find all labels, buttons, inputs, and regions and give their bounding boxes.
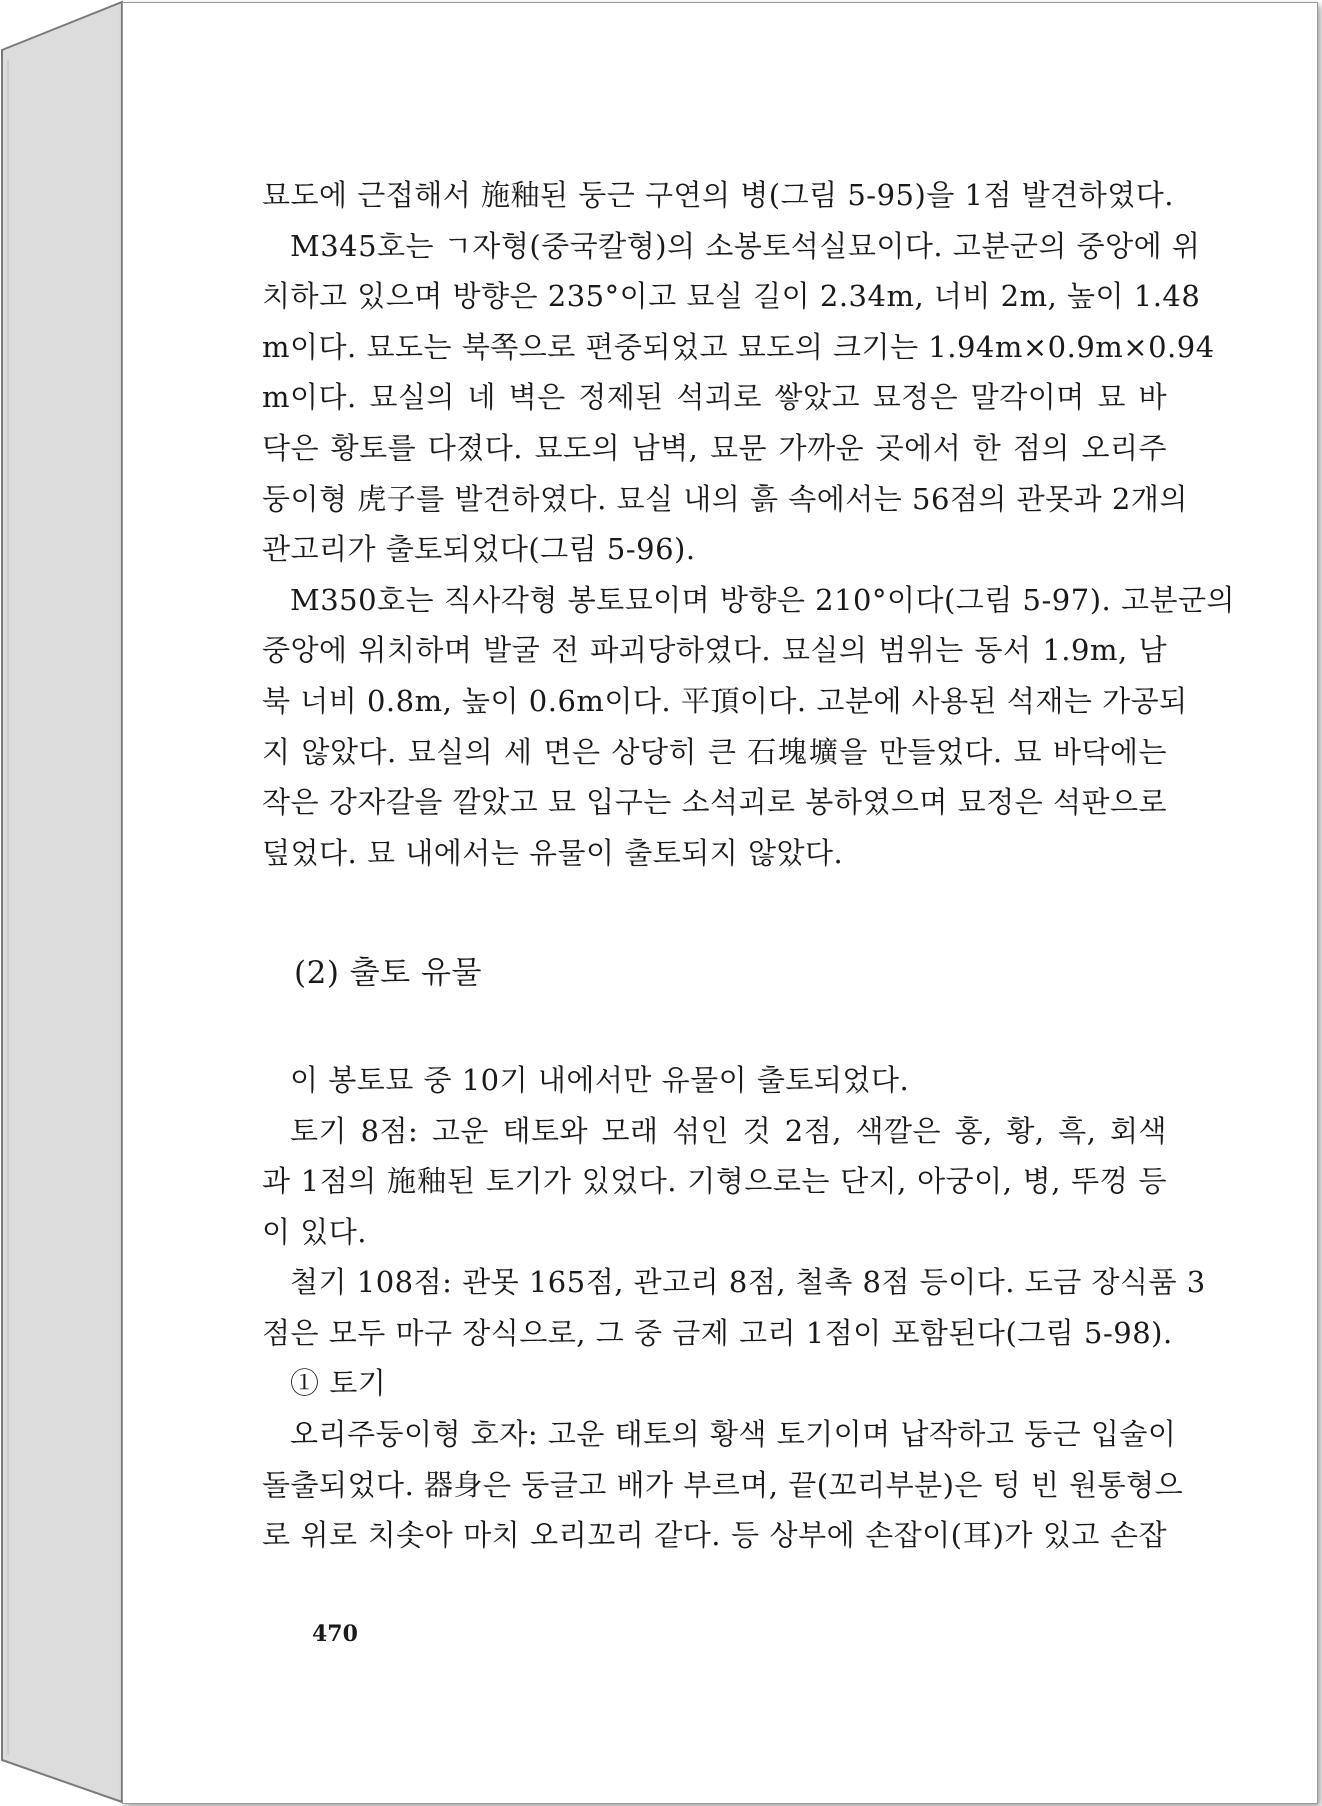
text-line: 로 위로 치솟아 마치 오리꼬리 같다. 등 상부에 손잡이(耳)가 있고 손잡	[262, 1518, 1167, 1553]
text-line: 지 않았다. 묘실의 세 면은 상당히 큰 石塊壙을 만들었다. 묘 바닥에는	[262, 734, 1167, 769]
text-line: 치하고 있으며 방향은 235°이고 묘실 길이 2.34m, 너비 2m, 높이 1.48	[262, 279, 1201, 314]
text-line: 중앙에 위치하며 발굴 전 파괴당하였다. 묘실의 범위는 동서 1.9m, 남	[262, 633, 1167, 668]
body-text	[262, 170, 1236, 1561]
text-line: 오리주둥이형 호자: 고운 태토의 황색 토기이며 납작하고 둥근 입술이	[290, 1417, 1177, 1452]
section-heading: (2) 출토 유물	[294, 955, 482, 992]
subsection-heading: ① 토기	[290, 1366, 387, 1401]
text-line: M350호는 직사각형 봉토묘이며 방향은 210°이다(그림 5-97). 고분군의	[290, 582, 1236, 617]
text-line: 덮었다. 묘 내에서는 유물이 출토되지 않았다.	[262, 835, 844, 870]
text-line: m이다. 묘실의 네 벽은 정제된 석괴로 쌓았고 묘정은 말각이며 묘 바	[262, 380, 1167, 415]
text-line: 북 너비 0.8m, 높이 0.6m이다. 平頂이다. 고분에 사용된 석재는 가공되	[262, 683, 1188, 718]
text-line: 묘도에 근접해서 施釉된 둥근 구연의 병(그림 5-95)을 1점 발견하였다.	[262, 178, 1175, 212]
text-line: 둥이형 虎子를 발견하였다. 묘실 내의 흙 속에서는 56점의 관못과 2개의	[262, 481, 1188, 516]
text-line: 이 있다.	[262, 1214, 367, 1249]
text-line: 토기 8점: 고운 태토와 모래 섞인 것 2점, 색깔은 홍, 황, 흑, 회색	[290, 1113, 1167, 1148]
text-line: 돌출되었다. 器身은 둥글고 배가 부르며, 끝(꼬리부분)은 텅 빈 원통형으	[262, 1467, 1184, 1502]
text-line: m이다. 묘도는 북쪽으로 편중되었고 묘도의 크기는 1.94m×0.9m×0.94	[262, 329, 1215, 364]
text-line: 닥은 황토를 다졌다. 묘도의 남벽, 묘문 가까운 곳에서 한 점의 오리주	[262, 430, 1167, 465]
text-line: 점은 모두 마구 장식으로, 그 중 금제 고리 1점이 포함된다(그림 5-98).	[262, 1315, 1173, 1350]
page-number: 470	[312, 1621, 358, 1647]
text-line: 이 봉토묘 중 10기 내에서만 유물이 출토되었다.	[290, 1062, 910, 1097]
text-line: M345호는 ㄱ자형(중국칼형)의 소봉토석실묘이다. 고분군의 중앙에 위	[290, 228, 1201, 263]
text-line: 관고리가 출토되었다(그림 5-96).	[262, 532, 696, 567]
text-line: 작은 강자갈을 깔았고 묘 입구는 소석괴로 봉하였으며 묘정은 석판으로	[262, 785, 1167, 820]
text-line: 철기 108점: 관못 165점, 관고리 8점, 철촉 8점 등이다. 도금 장식품 3	[290, 1265, 1206, 1300]
text-line: 과 1점의 施釉된 토기가 있었다. 기형으로는 단지, 아궁이, 병, 뚜껑 등	[262, 1164, 1167, 1199]
